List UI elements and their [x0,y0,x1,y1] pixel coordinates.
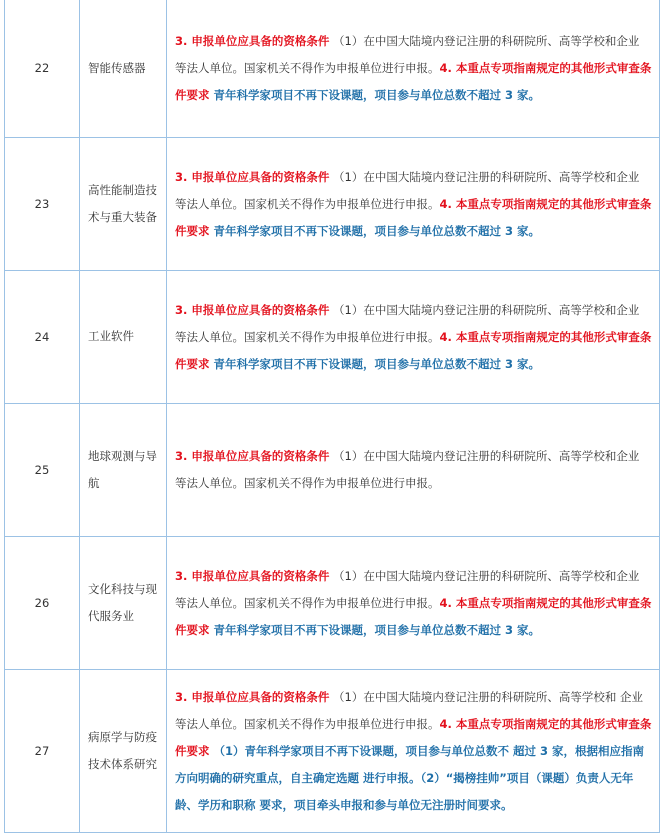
project-name: 智能传感器 [80,0,167,137]
requirement-heading: 3. 申报单位应具备的资格条件 [175,169,330,184]
table-row [5,669,660,832]
requirement-text: （1）在中国大陆境内登记注册的科研院所、高等学校和企业 等法人单位。国家机关不得作为申报单位进行申报。 [175,34,640,76]
requirement-heading: 3. 申报单位应具备的资格条件 [175,34,330,49]
table-row [5,137,660,270]
requirement-heading: 3. 申报单位应具备的资格条件 [175,689,330,704]
requirement-heading: 4. 本重点专项指南规定的其他形式审查条件要求 [175,595,652,637]
requirement-note: 青年科学家项目不再下设课题，项目参与单位总数不超过 3 家。 [209,356,541,371]
requirement-heading: 3. 申报单位应具备的资格条件 [175,449,330,463]
requirements-cell [167,270,660,403]
table-row [5,403,660,536]
project-name: 文化科技与现代服务业 [80,536,167,669]
requirement-note: （1）青年科学家项目不再下设课题，项目参与单位总数不 超过 3 家，根据相应指南方向明确的研究重点，自主确定选题 进行申报。（2）“揭榜挂帅”项目（课题）负责人无年龄、学历和职称 要求，项目牵头申报和参与单位无注册时间要求。 [175,743,645,812]
row-number: 24 [5,270,80,403]
requirements-cell [167,0,660,137]
guideline-table [4,0,660,833]
requirement-heading: 4. 本重点专项指南规定的其他形式审查条件要求 [175,329,652,371]
project-name: 病原学与防疫技术体系研究 [80,669,167,832]
row-number: 25 [5,403,80,536]
requirement-text: （1）在中国大陆境内登记注册的科研院所、高等学校和 企业 等法人单位。国家机关不得作为申报单位进行申报。 [175,689,643,731]
requirement-heading: 4. 本重点专项指南规定的其他形式审查条件要求 [175,716,652,758]
table-row [5,270,660,403]
row-number: 23 [5,137,80,270]
project-name: 地球观测与导航 [80,403,167,536]
row-number: 22 [5,0,80,137]
table-row [5,0,660,137]
table-row [5,536,660,669]
requirements-cell [167,137,660,270]
requirement-note: 青年科学家项目不再下设课题，项目参与单位总数不超过 3 家。 [209,622,541,637]
row-number: 26 [5,536,80,669]
row-number: 27 [5,669,80,832]
requirements-cell [167,536,660,669]
requirement-heading: 3. 申报单位应具备的资格条件 [175,568,330,583]
requirements-cell [167,403,660,536]
requirement-note: 青年科学家项目不再下设课题，项目参与单位总数不超过 3 家。 [209,88,541,103]
requirement-note: 青年科学家项目不再下设课题，项目参与单位总数不超过 3 家。 [209,223,541,238]
requirements-cell [167,669,660,832]
requirement-text: （1）在中国大陆境内登记注册的科研院所、高等学校和企业 等法人单位。国家机关不得作为申报单位进行申报。 [175,568,640,610]
requirement-heading: 4. 本重点专项指南规定的其他形式审查条件要求 [175,61,652,103]
project-name: 高性能制造技术与重大装备 [80,137,167,270]
requirement-heading: 4. 本重点专项指南规定的其他形式审查条件要求 [175,196,652,238]
requirement-text: （1）在中国大陆境内登记注册的科研院所、高等学校和企业 等法人单位。国家机关不得作为申报单位进行申报。 [175,169,640,211]
requirement-text: （1）在中国大陆境内登记注册的科研院所、高等学校和企业 等法人单位。国家机关不得作为申报单位进行申报。 [175,449,640,490]
project-name: 工业软件 [80,270,167,403]
requirement-heading: 3. 申报单位应具备的资格条件 [175,302,330,317]
requirement-text: （1）在中国大陆境内登记注册的科研院所、高等学校和企业 等法人单位。国家机关不得作为申报单位进行申报。 [175,302,640,344]
